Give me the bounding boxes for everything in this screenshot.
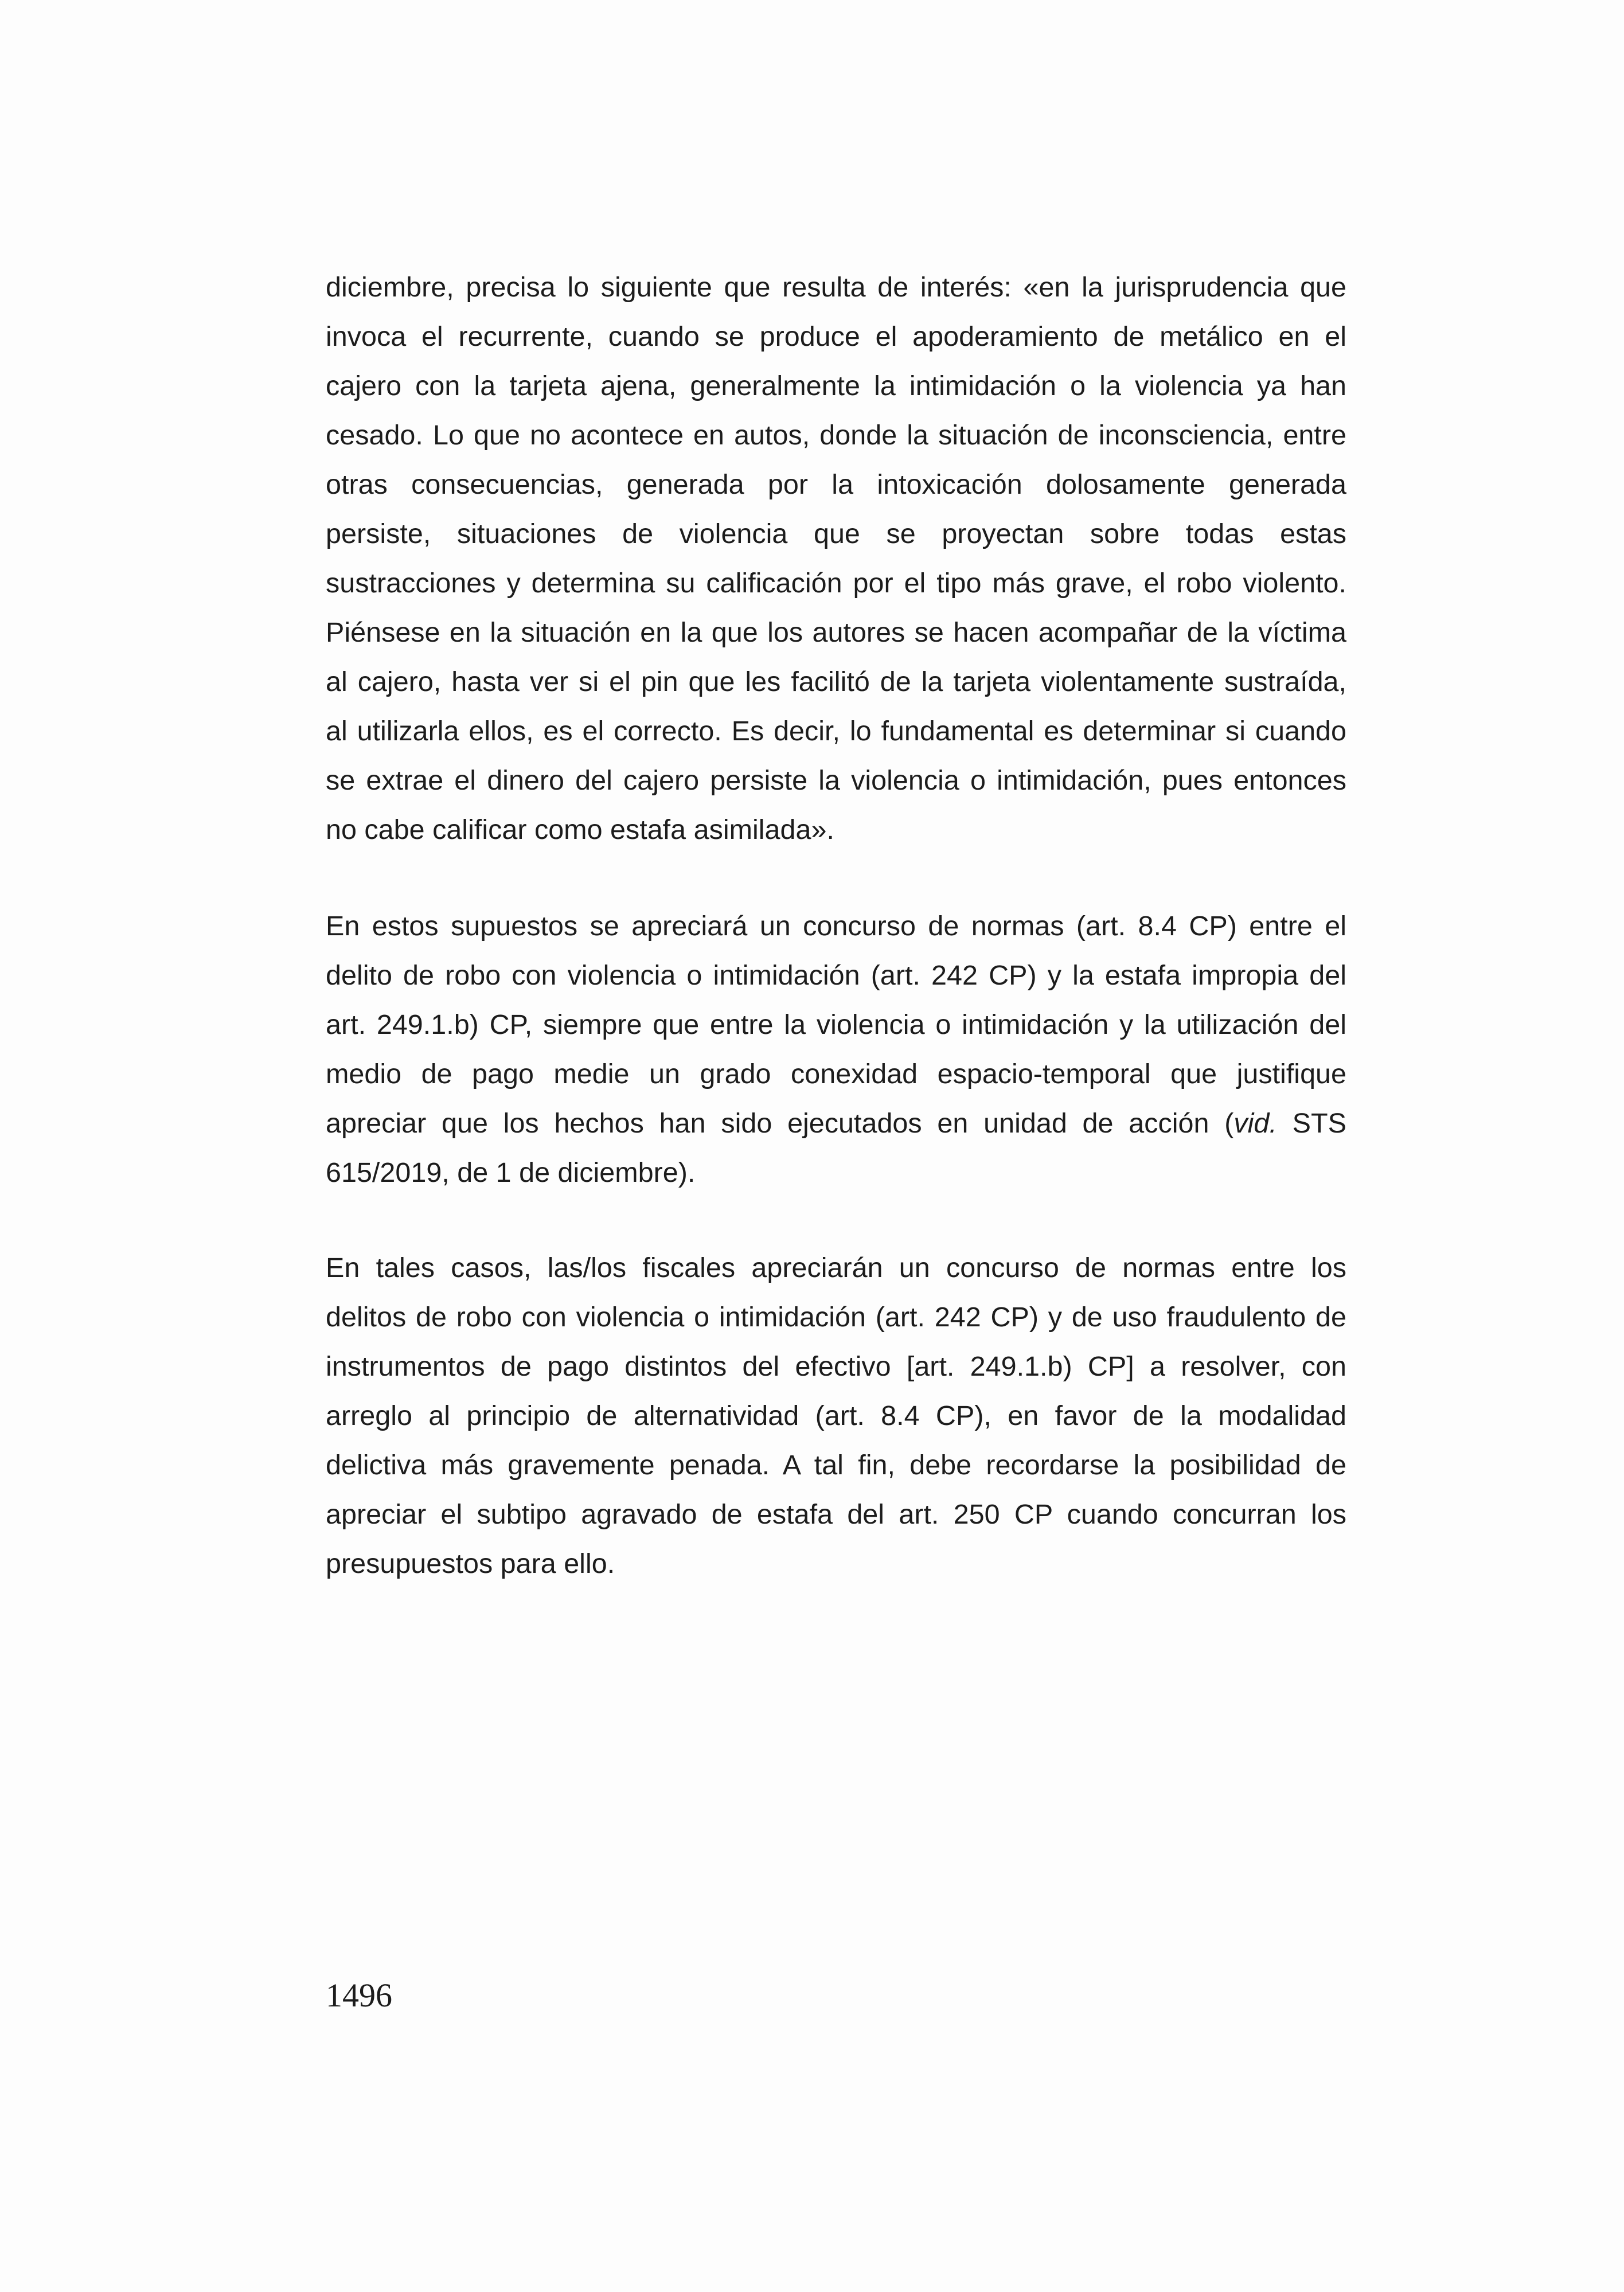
text-line: invoca el recurrente, cuando se produce el apoderamiento de metálico en el <box>326 321 1346 352</box>
text-line: art. 249.1.b) CP, siempre que entre la violencia o intimidación y la utilización del <box>326 1009 1346 1040</box>
text-line: apreciar el subtipo agravado de estafa del art. 250 CP cuando concurran los <box>326 1499 1346 1530</box>
text-line: sustracciones y determina su calificación por el tipo más grave, el robo violento. <box>326 568 1346 599</box>
paragraph-3 <box>326 1243 1346 1588</box>
text-line: medio de pago medie un grado conexidad espacio-temporal que justifique <box>326 1059 1346 1090</box>
text-line: cesado. Lo que no acontece en autos, donde la situación de inconsciencia, entre <box>326 420 1346 451</box>
text-line: instrumentos de pago distintos del efectivo [art. 249.1.b) CP] a resolver, con <box>326 1351 1346 1382</box>
text-line: arreglo al principio de alternatividad (art. 8.4 CP), en favor de la modalidad <box>326 1400 1346 1431</box>
text-line-with-citation <box>326 1099 1346 1148</box>
text-line: En estos supuestos se apreciará un concurso de normas (art. 8.4 CP) entre el <box>326 911 1346 942</box>
text-line: se extrae el dinero del cajero persiste la violencia o intimidación, pues entonces <box>326 765 1346 796</box>
text-segment: apreciar que los hechos han sido ejecutados en unidad de acción ( <box>326 1108 1234 1139</box>
text-line: al utilizarla ellos, es el correcto. Es decir, lo fundamental es determinar si cuando <box>326 716 1346 747</box>
paragraph-2 <box>326 901 1346 1197</box>
text-line: persiste, situaciones de violencia que se proyectan sobre todas estas <box>326 518 1346 549</box>
page-number: 1496 <box>326 1977 392 2014</box>
text-line: Piénsese en la situación en la que los autores se hacen acompañar de la víctima <box>326 617 1346 648</box>
italic-citation: vid. <box>1233 1108 1277 1139</box>
text-line: delictiva más gravemente penada. A tal fin, debe recordarse la posibilidad de <box>326 1450 1346 1481</box>
text-line: En tales casos, las/los fiscales apreciarán un concurso de normas entre los <box>326 1252 1346 1283</box>
text-line: 615/2019, de 1 de diciembre). <box>326 1157 696 1188</box>
text-line: cajero con la tarjeta ajena, generalmente la intimidación o la violencia ya han <box>326 370 1346 401</box>
text-line: otras consecuencias, generada por la intoxicación dolosamente generada <box>326 469 1346 500</box>
text-line: al cajero, hasta ver si el pin que les facilitó de la tarjeta violentamente sustraída, <box>326 666 1346 697</box>
text-line: diciembre, precisa lo siguiente que resulta de interés: «en la jurisprudencia que <box>326 272 1346 303</box>
text-line: presupuestos para ello. <box>326 1548 615 1579</box>
text-segment: STS <box>1276 1108 1346 1139</box>
text-line: delito de robo con violencia o intimidación (art. 242 CP) y la estafa impropia del <box>326 960 1346 991</box>
paragraph-1 <box>326 263 1346 854</box>
text-line: no cabe calificar como estafa asimilada». <box>326 814 834 845</box>
text-line: delitos de robo con violencia o intimidación (art. 242 CP) y de uso fraudulento de <box>326 1302 1346 1333</box>
